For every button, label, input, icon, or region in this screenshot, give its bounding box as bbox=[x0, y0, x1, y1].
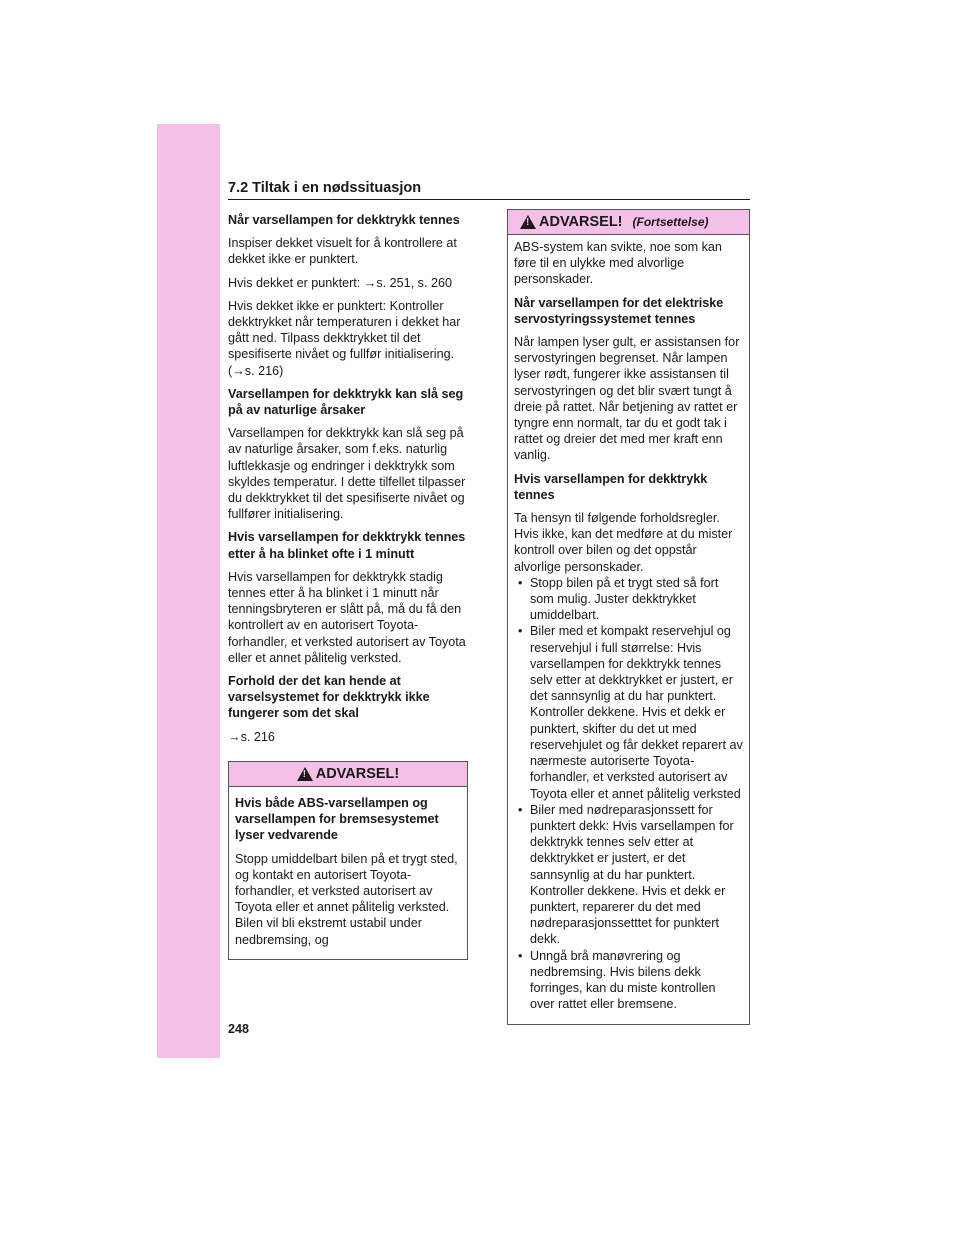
warning-triangle-icon: ! bbox=[520, 215, 536, 229]
warning-paragraph: ABS-system kan svikte, noe som kan føre til en ulykke med alvorlige personskader. bbox=[514, 240, 722, 287]
warning-paragraph: Ta hensyn til følgende forholdsregler. Hvis ikke, kan det medføre at du mister kontroll over bilen og det oppstår alvorlige personskader. bbox=[514, 511, 733, 574]
paragraph: →s. 216 bbox=[228, 729, 275, 744]
warning-heading: Hvis både ABS-varsellampen og varsellampen for bremsesystemet lyser vedvarende bbox=[235, 795, 439, 843]
continued-label: (Fortsettelse) bbox=[632, 214, 709, 229]
heading-blinking: Hvis varsellampen for dekktrykk tennes etter å ha blinket ofte i 1 minutt bbox=[228, 530, 466, 561]
paragraph: Hvis dekket ikke er punktert: Kontroller dekktrykket når temperaturen i dekket har gått ned. Tilpass dekktrykket til det spesifiserte nivået og fullfør initialisering. (→s. 216) bbox=[228, 298, 461, 378]
warning-triangle-icon: ! bbox=[297, 767, 313, 781]
warning-body bbox=[508, 235, 749, 1024]
page-number: 248 bbox=[228, 1022, 250, 1036]
paragraph: Hvis varsellampen for dekktrykk stadig tennes etter å ha blinket i 1 minutt når tenningsbryteren er slått på, må du få den kontrollert av en autorisert Toyota-forhandler, et verksted autorisert av Toyota eller et annet pålitelig verksted. bbox=[228, 569, 466, 665]
warning-title: ADVARSEL! bbox=[539, 213, 623, 230]
warning-paragraph: Når lampen lyser gult, er assistansen for servostyringen begrenset. Når lampen lyser rødt, fungerer ikke assistansen til servostyringen og det blir svært tungt å dreie på rattet. Når betjening av rattet er tyngre enn normalt, tar du et godt tak i rattet og dreier det med mer kraft enn vanlig. bbox=[514, 335, 740, 463]
section-header: 7.2 Tiltak i en nødssituasjon bbox=[228, 180, 750, 200]
warning-paragraph: Stopp umiddelbart bilen på et trygt sted, og kontakt en autorisert Toyota-forhandler, et verksted autorisert av Toyota eller et annet pålitelig verksted. Bilen vil bli ekstremt ustabil under nedbremsing, og bbox=[235, 851, 458, 947]
right-column bbox=[507, 209, 750, 1025]
left-column bbox=[228, 212, 468, 960]
heading-natural-causes: Varsellampen for dekktrykk kan slå seg på av naturlige årsaker bbox=[228, 386, 464, 418]
warning-header bbox=[508, 210, 749, 235]
warning-heading: Når varsellampen for det elektriske servostyringssystemet tennes bbox=[514, 295, 724, 326]
paragraph: Varsellampen for dekktrykk kan slå seg på av naturlige årsaker, som f.eks. naturlig luftlekkasje og endringer i dekktrykk som skyldes temperatur. I dette tilfellet tilpasser du dekktrykket til det spesifiserte nivået og fullfører initialisering. bbox=[228, 426, 466, 522]
list-item: • Stopp bilen på et trygt sted så fort som mulig. Juster dekktrykket umiddelbart. bbox=[514, 575, 743, 624]
list-item: • Unngå brå manøvrering og nedbremsing. Hvis bilens dekk forringes, kan du miste kontrollen over rattet eller bremsene. bbox=[514, 948, 743, 1013]
warning-header bbox=[229, 762, 467, 787]
list-item: • Biler med et kompakt reservehjul og reservehjul i full størrelse: Hvis varsellampen for dekktrykk tennes selv etter at dekktrykket er justert, er det sannsynlig at du har punktert. Kontroller dekkene. Hvis et dekk er punktert, skifter du det ut med reservehjulet og får dekket reparert av nærmeste autoriserte Toyota-forhandler, et verksted autorisert av Toyota eller et annet pålitelig verksted bbox=[514, 623, 743, 801]
paragraph: Hvis dekket er punktert: →s. 251, s. 260 bbox=[228, 275, 452, 290]
warning-body bbox=[229, 787, 467, 959]
warning-box-continued bbox=[507, 209, 750, 1025]
section-tab-band bbox=[157, 124, 220, 1058]
warning-heading: Hvis varsellampen for dekktrykk tennes bbox=[514, 471, 708, 502]
paragraph: Inspiser dekket visuelt for å kontrollere at dekket ikke er punktert. bbox=[228, 236, 457, 267]
heading-malfunction-conditions: Forhold der det kan hende at varselsystemet for dekktrykk ikke fungerer som det skal bbox=[228, 674, 430, 721]
warning-title: ADVARSEL! bbox=[315, 765, 400, 782]
heading-tire-pressure-lamp: Når varsellampen for dekktrykk tennes bbox=[228, 213, 460, 227]
list-item: • Biler med nødreparasjonssett for punktert dekk: Hvis varsellampen for dekktrykk tennes selv etter at dekktrykket er justert, er det sannsynlig at du har punktert. Kontroller dekkene. Hvis et dekk er punktert, reparerer du det med nødreparasjonssetttet for punktert dekk. bbox=[514, 802, 743, 948]
precaution-list bbox=[514, 575, 743, 1012]
warning-box bbox=[228, 761, 468, 960]
